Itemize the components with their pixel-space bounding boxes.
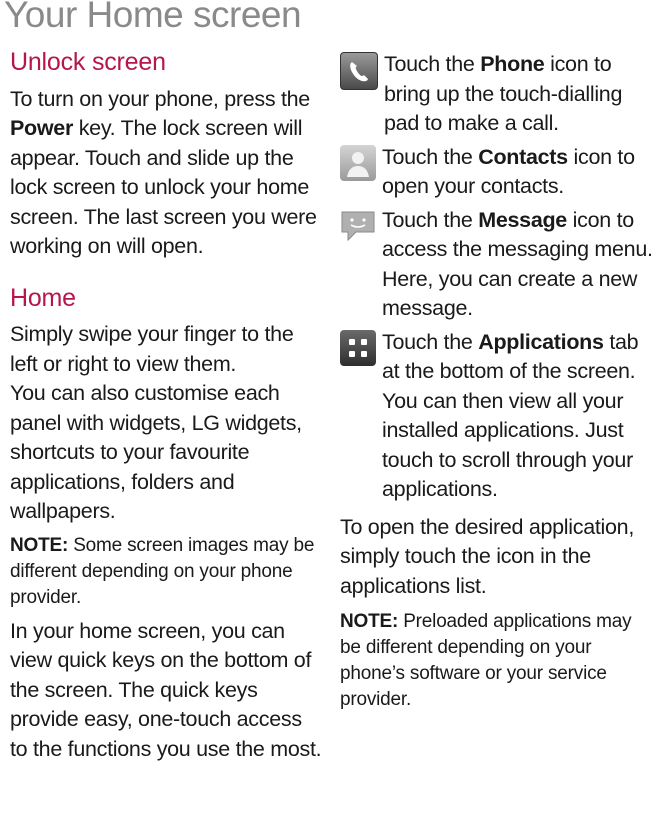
unlock-text-rest: key. The lock screen will appear. Touch and slide up the lock screen to unlock your home screen. The last screen you were working on will open. — [10, 116, 317, 258]
phone-pre: Touch the — [384, 52, 475, 76]
contacts-post: icon to open your contacts. — [382, 144, 635, 198]
home-heading: Home — [10, 283, 76, 312]
quick-key-phone — [340, 50, 655, 139]
applications-label: Applications — [478, 329, 604, 354]
applications-description — [382, 328, 655, 505]
applications-icon — [340, 330, 376, 366]
phone-icon — [340, 52, 378, 90]
note-label: NOTE: — [10, 534, 69, 556]
phone-label: Phone — [480, 52, 545, 76]
message-description — [382, 206, 655, 324]
unlock-text-start: To turn on your phone, press the — [10, 86, 310, 111]
message-label: Message — [478, 207, 567, 232]
applications-pre: Touch the — [382, 329, 473, 354]
home-note — [10, 533, 322, 611]
phone-description — [384, 50, 655, 139]
open-application-paragraph: To open the desired application, simply touch the icon in the applications list. — [340, 514, 635, 598]
power-key-label: Power — [10, 116, 74, 140]
applications-post: tab at the bottom of the screen. You can then view all your installed applications. Just touch to scroll through your applications. — [382, 329, 639, 501]
unlock-screen-heading: Unlock screen — [10, 48, 166, 76]
quick-keys-paragraph: In your home screen, you can view quick keys on the bottom of the screen. The quick keys provide easy, one-touch access to the functions you use the most. — [10, 618, 322, 761]
right-column — [340, 50, 655, 713]
note2-text: Preloaded applications may be different depending on your phone’s software or your service provider. — [340, 611, 632, 710]
preloaded-note — [340, 609, 655, 713]
message-icon — [340, 208, 376, 244]
quick-key-contacts — [340, 143, 655, 202]
page-title: Your Home screen — [4, 0, 302, 35]
quick-key-applications — [340, 328, 655, 505]
note-text: Some screen images may be different depending on your phone provider. — [10, 534, 315, 608]
home-customise-paragraph: You can also customise each panel with widgets, LG widgets, shortcuts to your favourite applications, folders and wallpapers. — [10, 381, 302, 523]
message-pre: Touch the — [382, 207, 473, 232]
contacts-icon — [340, 145, 376, 181]
unlock-paragraph — [10, 85, 322, 262]
home-swipe-paragraph: Simply swipe your finger to the left or right to view them. — [10, 322, 294, 376]
contacts-label: Contacts — [478, 144, 568, 169]
contacts-pre: Touch the — [382, 144, 473, 169]
quick-key-message — [340, 206, 655, 324]
message-post: icon to access the messaging menu. Here, you can create a new message. — [382, 207, 653, 320]
phone-post: icon to bring up the touch-dialling pad to make a call. — [384, 52, 623, 135]
left-column — [10, 46, 322, 764]
contacts-description — [382, 143, 655, 202]
note2-label: NOTE: — [340, 611, 399, 632]
